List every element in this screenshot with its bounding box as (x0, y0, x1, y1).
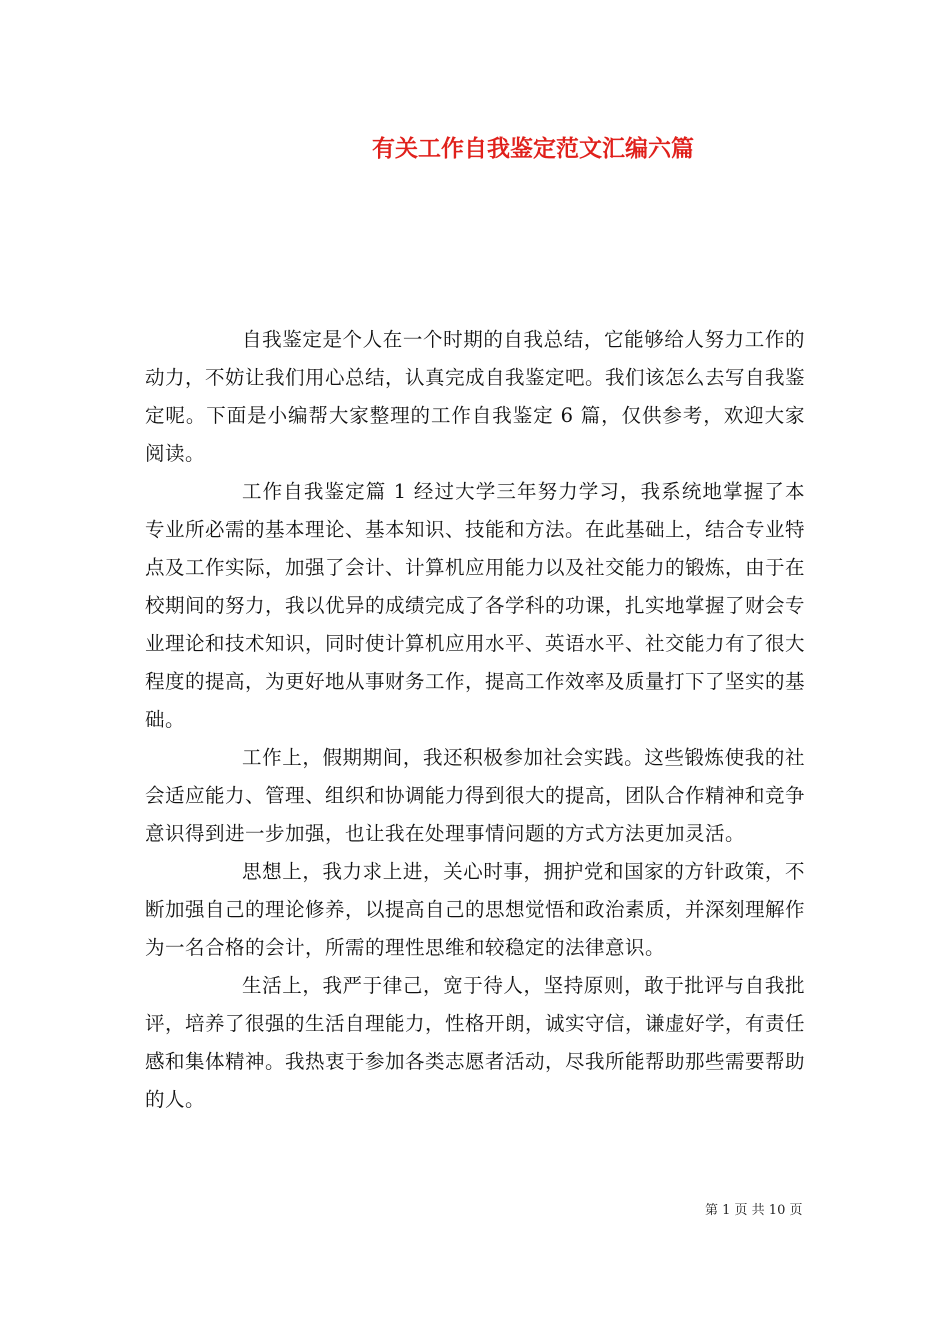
paragraph-section-1: 工作自我鉴定篇 1 经过大学三年努力学习，我系统地掌握了本专业所必需的基本理论、基本知识、技能和方法。在此基础上，结合专业特点及工作实际，加强了会计、计算机应用能力以及社交能力的锻炼，由于在校期间的努力，我以优异的成绩完成了各学科的功课，扎实地掌握了财会专业理论和技术知识，同时使计算机应用水平、英语水平、社交能力有了很大程度的提高，为更好地从事财务工作，提高工作效率及质量打下了坚实的基础。 (145, 480, 806, 731)
paragraph-life: 生活上，我严于律己，宽于待人，坚持原则，敢于批评与自我批评，培养了很强的生活自理能力，性格开朗，诚实守信，谦虚好学，有责任感和集体精神。我热衷于参加各类志愿者活动，尽我所能帮助那些需要帮助的人。 (145, 974, 806, 1111)
paragraph-thought: 思想上，我力求上进，关心时事，拥护党和国家的方针政策，不断加强自己的理论修养，以提高自己的思想觉悟和政治素质，并深刻理解作为一名合格的会计，所需的理性思维和较稳定的法律意识。 (145, 860, 806, 959)
document-body (145, 321, 805, 1119)
paragraph-work: 工作上，假期期间，我还积极参加社会实践。这些锻炼使我的社会适应能力、管理、组织和协调能力得到很大的提高，团队合作精神和竞争意识得到进一步加强，也让我在处理事情问题的方式方法更加灵活。 (145, 746, 806, 845)
paragraph-intro: 自我鉴定是个人在一个时期的自我总结，它能够给人努力工作的动力，不妨让我们用心总结，认真完成自我鉴定吧。我们该怎么去写自我鉴定呢。下面是小编帮大家整理的工作自我鉴定 6 篇，仅供参考，欢迎大家阅读。 (145, 328, 806, 465)
page-number-footer: 第 1 页 共 10 页 (705, 1203, 803, 1218)
document-title: 有关工作自我鉴定范文汇编六篇 (372, 135, 694, 162)
